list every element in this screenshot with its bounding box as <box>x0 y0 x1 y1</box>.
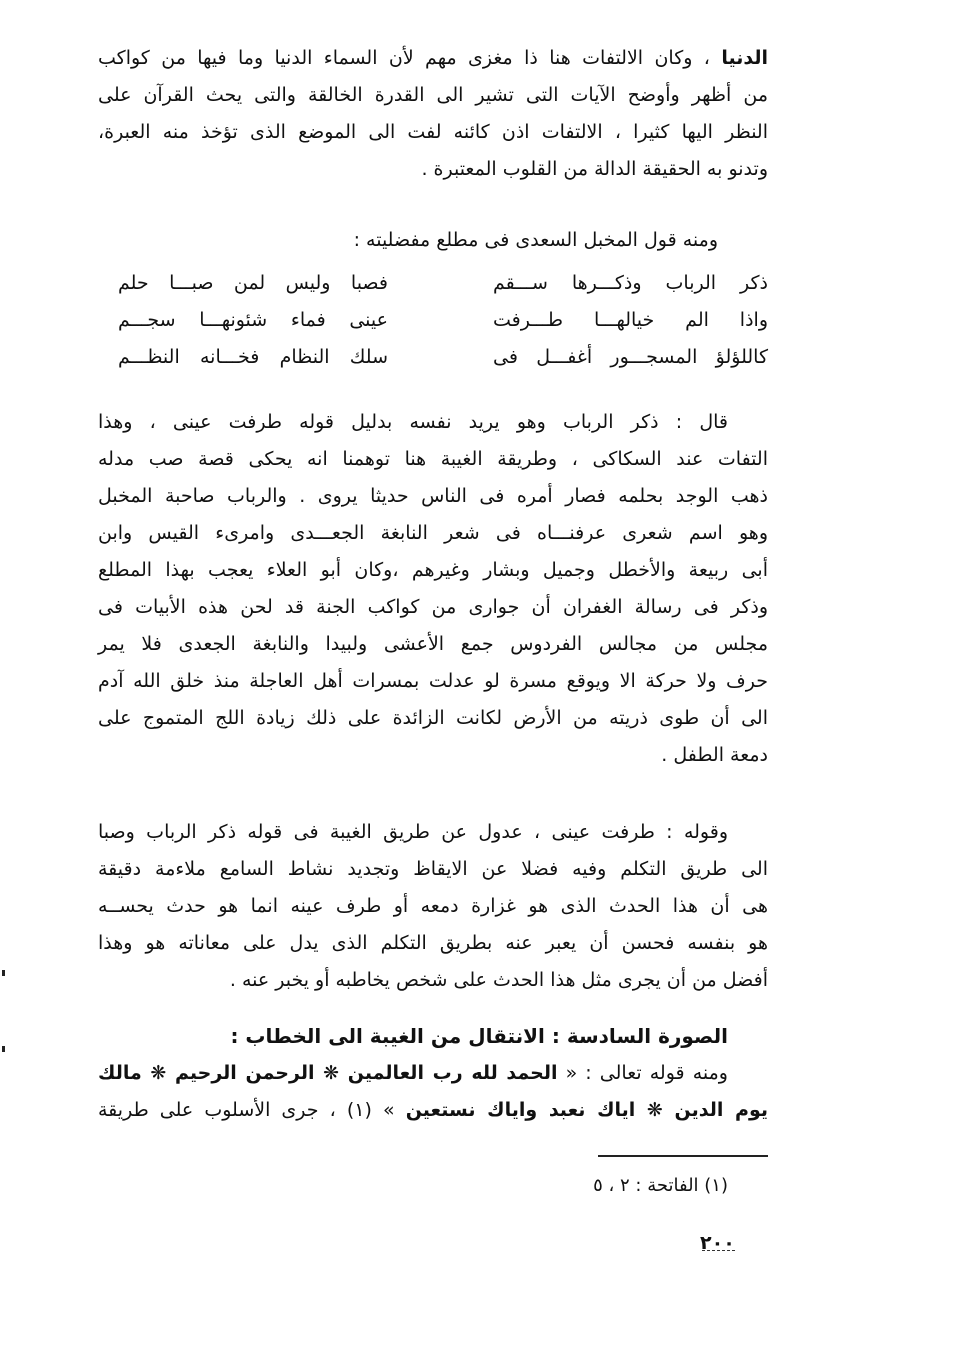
scan-mark <box>2 1046 5 1052</box>
paragraph-2-line: الى أن طوى ذريته من الأرض لكانت الزائدة على ذلك زيادة اللج المتموج على <box>98 707 768 729</box>
verse-first-hemistich: واذا الم خيالهـــا طـــرفت <box>493 309 768 331</box>
paragraph-1-line-2: من أظهر وأوضح الآيات التى تشير الى القدرة الخالقة والتى يحث القرآن على <box>98 84 768 106</box>
verse-row <box>98 339 768 376</box>
verse-second-hemistich: فصبا وليس لمن صبـــا حلم <box>118 272 388 294</box>
quran-continuation-text: » (١) ، جرى الأسلوب على طريقة <box>98 1099 406 1121</box>
verse-row <box>98 302 768 339</box>
paragraph-2-line: وهو اسم شعرى عرفنـــاه فى شعر النابغة الجعـــدى وامرىء القيس وابن <box>98 522 768 544</box>
paragraph-1-line-3: النظر اليها كثيرا ، الالتفات اذن كائنه لفت الى الموضع الذى تؤخذ منه العبرة، <box>98 121 768 143</box>
paragraph-2-line: قال : ذكر الرباب وهو يريد نفسه بدليل قوله طرفت عينى ، وهذا <box>98 411 728 433</box>
quran-verse-text: الحمد لله رب العالمين ❋ الرحمن الرحيم ❋ مالك <box>98 1062 558 1084</box>
paragraph-4-line-2 <box>98 1092 768 1129</box>
paragraph-2-line: حرف ولا حركة الا ويوقع مسرة لو عدلت بمسرات أهل العاجلة منذ خلق الله آدم <box>98 670 768 692</box>
paragraph-3-line: هى أن هذا الحدث الذى هو غزارة دمعه أو طرف عينه انما هو حدث يحســه <box>98 895 768 917</box>
verse-second-hemistich: عينى فماء شئونهـــا سجـــم <box>118 309 388 331</box>
paragraph-3-line: الى طريق التكلم وفيه فضلا عن الايقاظ وتجديد نشاط السامع ملاءمة دقيقة <box>98 858 768 880</box>
verse-first-hemistich: كاللؤلؤ المسجـــور أغفـــل فى <box>493 346 768 368</box>
paragraph-1 <box>98 40 768 188</box>
verse-intro: ومنه قول المخبل السعدى فى مطلع مفضليته : <box>353 229 718 251</box>
verse-block <box>98 265 768 376</box>
bold-lead-word: الدنيا <box>721 47 768 69</box>
paragraph-1-line-1-rest: ، وكان الالتفات هنا ذا مغزى مهم لأن السماء الدنيا وما فيها من كواكب <box>98 47 722 69</box>
scan-mark <box>2 970 5 976</box>
paragraph-2-line: التفات عند السكاكى ، وطريقة الغيبة هنا توهمنا انه يحكى قصة صب مدله <box>98 448 768 470</box>
paragraph-3-line: هو بنفسه فحسن أن يعبر عنه بطريق التكلم الذى يدل على معاناته هو وهذا <box>98 932 768 954</box>
section-heading: الصورة السادسة : الانتقال من الغيبة الى الخطاب : <box>230 1024 728 1048</box>
paragraph-1-line-1 <box>98 40 768 77</box>
paragraph-4-line-1 <box>98 1055 768 1092</box>
page-number: ٢٠٠ <box>700 1232 735 1254</box>
quran-verse-text: يوم الدين ❋ اياك نعبد واياك نستعين <box>405 1099 769 1121</box>
paragraph-1-line-4: وتدنو به الحقيقة الدالة من القلوب المعتبرة . <box>421 158 768 180</box>
footnote: (١) الفاتحة : ٢ ، ٥ <box>593 1175 728 1196</box>
paragraph-3-line: أفضل من أن يجرى مثل هذا الحدث على شخص يخاطبه أو يخبر عنه . <box>229 969 768 991</box>
verse-row <box>98 265 768 302</box>
page-content <box>98 40 768 1203</box>
paragraph-3 <box>98 814 768 999</box>
quran-intro-text: ومنه قوله تعالى : « <box>557 1062 728 1084</box>
paragraph-3-line: وقوله : طرفت عينى ، عدول عن طريق الغيبة فى قوله ذكر الرباب وصبا <box>98 821 728 843</box>
paragraph-2-line: ذهب الوجد بحلمه فصار أمره فى الناس حديثا يروى . والرباب صاحبة المخبل <box>98 485 768 507</box>
verse-second-hemistich: سلك النظام فخـــانه النظـــم <box>118 346 388 368</box>
paragraph-2-line: أبى ربيعة والأخطل وجميل وبشار وغيرهم ،وكان أبو العلاء يعجب بهذا المطلع <box>98 559 768 581</box>
paragraph-2 <box>98 404 768 774</box>
paragraph-2-line: مجلس من مجالس الفردوس جمع الأعشى ولبيدا والنابغة الجعدى فلا يمر <box>98 633 768 655</box>
paragraph-2-line: دمعة الطفل . <box>661 744 768 766</box>
paragraph-2-line: وذكر فى رسالة الغفران أن جوارى من كواكب الجنة قد لحن هذه الأبيات فى <box>98 596 768 618</box>
verse-first-hemistich: ذكر الرباب وذكـــرها ســـقم <box>493 272 768 294</box>
paragraph-4 <box>98 1055 768 1129</box>
footnote-separator <box>598 1155 768 1157</box>
